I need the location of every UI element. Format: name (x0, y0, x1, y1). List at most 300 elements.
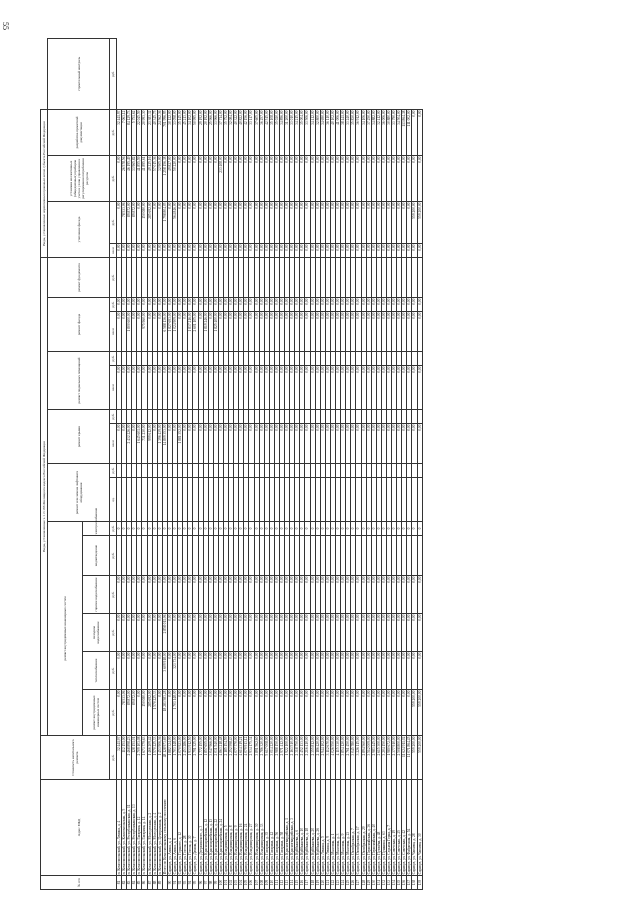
row-construct: 34 215,00 (295, 109, 300, 155)
row-hot: 0,00 (234, 576, 239, 614)
row-construct: 23 383,32 (147, 109, 152, 155)
row-design: 0,00 (249, 155, 254, 201)
row-basement: 0,00 (162, 366, 167, 410)
row-design: 0,00 (203, 155, 208, 201)
row-meters: 0,00 (356, 201, 361, 243)
row-hot: 0,00 (132, 576, 137, 614)
row-insulation: 0,00 (361, 243, 366, 257)
row-lift-count: 0 (234, 522, 239, 536)
row-meters: 0,00 (223, 201, 228, 243)
row-lift-count: 0 (193, 522, 198, 536)
row-systems: 0,00 (244, 690, 249, 736)
row-meters: 0,00 (381, 201, 386, 243)
row-heat: 0,00 (147, 652, 152, 690)
row-meters: 0,00 (407, 201, 412, 243)
row-systems: 0,00 (239, 690, 244, 736)
row-lift-count: 0 (295, 522, 300, 536)
row-foundation: 0,00 (117, 298, 122, 312)
row-roof: 0,00 (310, 424, 315, 464)
row-lift-count: 0 (341, 522, 346, 536)
row-design: 0,00 (325, 155, 330, 201)
row-cold: 0,00 (330, 614, 335, 652)
page-number: 55 (1, 22, 10, 30)
row-number: 107 (254, 876, 259, 890)
row-address: Сарапул, ул. Красноармейская, д. 22 (213, 780, 218, 876)
row-address: Сарапул, ул. Красноармейская, д. 13 (208, 780, 213, 876)
row-hot: 0,00 (157, 576, 162, 614)
row-facade: 0,00 (137, 312, 142, 352)
row-number: 123 (336, 876, 341, 890)
row-facade: 0,00 (310, 312, 315, 352)
row-construct: 31 200,00 (285, 109, 290, 155)
row-total: 2 944 102,00 (320, 736, 325, 780)
row-insulation: 0,00 (376, 243, 381, 257)
row-design: 41 855,59 (137, 155, 142, 201)
row-basement: 0,00 (274, 366, 279, 410)
row-number: 94 (188, 876, 193, 890)
row-roof: 0,00 (193, 424, 198, 464)
row-systems: 0,00 (366, 690, 371, 736)
row-basement: 0,00 (280, 366, 285, 410)
row-number: 120 (320, 876, 325, 890)
row-address: Сарапул, ул. Азина, д. 6 (173, 780, 178, 876)
row-lift-count: 0 (183, 522, 188, 536)
row-cold: 0,00 (213, 614, 218, 652)
row-total: 2 508 800,00 (397, 736, 402, 780)
row-hot: 0,00 (162, 576, 167, 614)
row-design: 0,00 (208, 155, 213, 201)
row-foundation: 0,00 (152, 298, 157, 312)
row-foundation: 0,00 (173, 298, 178, 312)
row-systems: 0,00 (167, 690, 172, 736)
row-heat: 0,00 (213, 652, 218, 690)
row-facade: 1 827 693,00 (167, 312, 172, 352)
row-cold: 0,00 (203, 614, 208, 652)
row-address: п. Комсомольский, ул. Ленина, д. 4 (117, 780, 122, 876)
row-cold: 0,00 (208, 614, 213, 652)
capital-repair-table (40, 38, 423, 890)
row-insulation: 0,00 (239, 243, 244, 257)
row-construct: 111 002,00 (407, 109, 412, 155)
row-meters: 0,00 (254, 201, 259, 243)
row-address: Сарапул, ул. Чапаева, д. 30 (417, 780, 422, 876)
row-insulation: 0,00 (341, 243, 346, 257)
row-heat: 0,00 (330, 652, 335, 690)
row-basement: 0,00 (249, 366, 254, 410)
row-basement: 0,00 (244, 366, 249, 410)
row-hot: 0,00 (239, 576, 244, 614)
row-facade: 0,00 (371, 312, 376, 352)
row-insulation: 0,00 (152, 243, 157, 257)
row-address: Сарапул, ул. Красногвардейская, д. 3 (290, 780, 295, 876)
row-foundation: 0,00 (356, 298, 361, 312)
row-address: Сарапул, ул. Гагарина, д. 42 (269, 780, 274, 876)
row-meters: 0,00 (351, 201, 356, 243)
row-cold: 0,00 (137, 614, 142, 652)
row-systems: 0,00 (117, 690, 122, 736)
row-roof: 0,00 (249, 424, 254, 464)
row-basement: 0,00 (223, 366, 228, 410)
row-basement: 0,00 (397, 366, 402, 410)
row-insulation: 0,00 (290, 243, 295, 257)
row-facade: 0,00 (412, 312, 417, 352)
unit-roof-area: кв.м (110, 424, 117, 464)
row-lift-count: 0 (285, 522, 290, 536)
row-design: 0,00 (346, 155, 351, 201)
row-meters: 0,00 (239, 201, 244, 243)
row-basement: 0,00 (386, 366, 391, 410)
row-systems: 0,00 (407, 690, 412, 736)
row-facade: 1 024 909,00 (173, 312, 178, 352)
row-meters: 0,00 (203, 201, 208, 243)
row-heat: 0,00 (397, 652, 402, 690)
row-address: Сарапул, ул. Куйбышева, д. 10 (300, 780, 305, 876)
row-insulation: 0,00 (254, 243, 259, 257)
row-number: 105 (244, 876, 249, 890)
row-lift-count: 0 (407, 522, 412, 536)
row-systems: 1 703 148,00 (173, 690, 178, 736)
row-facade: 0,00 (356, 312, 361, 352)
row-foundation: 0,00 (234, 298, 239, 312)
row-number: 110 (269, 876, 274, 890)
row-meters: 285 692,00 (147, 201, 152, 243)
row-hot: 0,00 (417, 576, 422, 614)
row-insulation: 0,00 (402, 243, 407, 257)
row-heat: 0,00 (305, 652, 310, 690)
row-roof: 0,00 (341, 424, 346, 464)
row-total: 2 070 923,00 (178, 736, 183, 780)
row-address: Сарапул, ул. Красногвардейская, д. 1 (285, 780, 290, 876)
unit-hot: руб. (110, 576, 117, 614)
row-insulation: 0,00 (381, 243, 386, 257)
row-meters: 150 080,00 (142, 201, 147, 243)
row-systems: 0,00 (305, 690, 310, 736)
row-basement: 0,00 (132, 366, 137, 410)
unit-basement-area: кв.м (110, 366, 117, 410)
row-systems: 89 872,00 (127, 690, 132, 736)
row-heat: 0,00 (157, 652, 162, 690)
row-roof: 0,00 (208, 424, 213, 464)
row-meters: 0,00 (290, 201, 295, 243)
row-roof: 0,00 (173, 424, 178, 464)
row-roof: 0,00 (351, 424, 356, 464)
row-meters: 0,00 (244, 201, 249, 243)
row-cold: 0,00 (229, 614, 234, 652)
row-construct: 29 192,00 (198, 109, 203, 155)
row-design: 49 827,00 (167, 155, 172, 201)
row-total: 4 026 550,00 (330, 736, 335, 780)
row-basement: 0,00 (198, 366, 203, 410)
row-heat: 0,00 (178, 652, 183, 690)
row-cold: 0,00 (407, 614, 412, 652)
row-heat: 0,00 (244, 652, 249, 690)
row-lift-count: 0 (188, 522, 193, 536)
row-systems: 0,00 (386, 690, 391, 736)
row-meters: 0,00 (117, 201, 122, 243)
row-insulation: 0,00 (203, 243, 208, 257)
row-meters: 0,00 (310, 201, 315, 243)
row-cold: 0,00 (264, 614, 269, 652)
row-number: 116 (300, 876, 305, 890)
row-design: 0,00 (188, 155, 193, 201)
row-roof: 0,00 (254, 424, 259, 464)
row-basement: 0,00 (208, 366, 213, 410)
row-roof: 0,00 (417, 424, 422, 464)
row-foundation: 0,00 (162, 298, 167, 312)
row-address: Сарапул, ул. Октябрьская, д. 7 (351, 780, 356, 876)
row-basement: 0,00 (330, 366, 335, 410)
row-heat: 0,00 (259, 652, 264, 690)
row-address: Сарапул, ул. Октябрьская, д. 17 (356, 780, 361, 876)
row-facade: 6 588 136,00 (162, 312, 167, 352)
row-lift-count: 0 (280, 522, 285, 536)
row-insulation: 0,00 (295, 243, 300, 257)
row-cold: 0,00 (361, 614, 366, 652)
row-facade: 0,00 (325, 312, 330, 352)
row-foundation: 0,00 (300, 298, 305, 312)
col-header-electric: электроснабжение (83, 522, 110, 536)
row-foundation: 0,00 (320, 298, 325, 312)
row-lift-count: 0 (132, 522, 137, 536)
row-foundation: 0,00 (346, 298, 351, 312)
row-address: Сарапул, ул. Гоголя, д. 28 (183, 780, 188, 876)
row-cold: 0,00 (351, 614, 356, 652)
row-foundation: 0,00 (259, 298, 264, 312)
row-foundation: 0,00 (167, 298, 172, 312)
row-number: 136 (402, 876, 407, 890)
row-cold: 0,00 (392, 614, 397, 652)
row-total: 2 377 910,00 (392, 736, 397, 780)
row-roof: 0,00 (315, 424, 320, 464)
row-roof: 1 645 601,00 (137, 424, 142, 464)
row-design: 0,00 (244, 155, 249, 201)
row-address: Сарапул, ул. Пугачёва, д. 48 (376, 780, 381, 876)
row-insulation: 0,00 (351, 243, 356, 257)
row-facade: 0,00 (269, 312, 274, 352)
row-basement: 0,00 (234, 366, 239, 410)
row-lift-count: 0 (117, 522, 122, 536)
row-total: 2 791 325,00 (193, 736, 198, 780)
row-cold: 0,00 (412, 614, 417, 652)
row-address: п. Комсомольский, ул. Молодежная, д. 4 (152, 780, 157, 876)
row-number: 125 (346, 876, 351, 890)
row-number: 122 (330, 876, 335, 890)
row-insulation: 0,00 (147, 243, 152, 257)
row-foundation: 0,00 (315, 298, 320, 312)
unit-lift-count: ед. (110, 478, 117, 522)
row-foundation: 0,00 (412, 298, 417, 312)
unit-construct: руб. (110, 39, 117, 110)
row-hot: 0,00 (137, 576, 142, 614)
row-insulation: 0,00 (407, 243, 412, 257)
col-header-total: Стоимость капитального ремонта (41, 736, 110, 780)
row-insulation: 0,00 (371, 243, 376, 257)
col-header-hot-water: горячее водоснабжение (83, 576, 110, 614)
row-cold: 0,00 (244, 614, 249, 652)
document-sheet (40, 38, 620, 890)
row-design: 0,00 (305, 155, 310, 201)
row-heat: 0,00 (254, 652, 259, 690)
row-hot: 0,00 (407, 576, 412, 614)
row-lift-count: 0 (203, 522, 208, 536)
row-roof: 0,00 (300, 424, 305, 464)
row-meters: 559 200,00 (412, 201, 417, 243)
row-heat: 0,00 (392, 652, 397, 690)
row-cold: 0,00 (157, 614, 162, 652)
row-design: 0,00 (376, 155, 381, 201)
row-insulation: 0,00 (157, 243, 162, 257)
row-cold: 0,00 (376, 614, 381, 652)
row-basement: 0,00 (381, 366, 386, 410)
row-meters: 0,00 (229, 201, 234, 243)
col-header-insulation: утепление фасада (48, 201, 110, 257)
row-facade: 0,00 (198, 312, 203, 352)
row-roof: 0,00 (285, 424, 290, 464)
row-basement: 0,00 (402, 366, 407, 410)
row-number: 81 (117, 876, 122, 890)
row-basement: 0,00 (157, 366, 162, 410)
row-hot: 0,00 (305, 576, 310, 614)
row-heat: 0,00 (122, 652, 127, 690)
row-foundation: 0,00 (330, 298, 335, 312)
row-basement: 0,00 (254, 366, 259, 410)
row-systems: 89 872,00 (132, 690, 137, 736)
col-header-systems: ремонт внутридомовых инженерных систем (48, 522, 83, 736)
row-hot: 0,00 (193, 576, 198, 614)
row-construct: 701 996,95 (162, 109, 167, 155)
row-address: Сарапул, ул. Дачная, д. 7 (193, 780, 198, 876)
row-design: 0,00 (300, 155, 305, 201)
row-sewer (417, 536, 422, 576)
row-number: 91 (173, 876, 178, 890)
row-heat: 0,00 (264, 652, 269, 690)
row-hot: 0,00 (183, 576, 188, 614)
row-basement: 0,00 (229, 366, 234, 410)
row-facade: 0,00 (330, 312, 335, 352)
row-systems: 0,00 (274, 690, 279, 736)
row-construct: 25 966,00 (208, 109, 213, 155)
row-total: 1 980 672,00 (386, 736, 391, 780)
row-hot: 0,00 (229, 576, 234, 614)
row-facade: 0,00 (315, 312, 320, 352)
row-total: 2 185 154,59 (223, 736, 228, 780)
row-construct: 0,00 (417, 109, 422, 155)
row-lift-count: 0 (290, 522, 295, 536)
row-design: 50 220,00 (173, 155, 178, 201)
row-insulation: 0,00 (280, 243, 285, 257)
row-number: 135 (397, 876, 402, 890)
row-lift-count: 0 (254, 522, 259, 536)
row-systems: 0,00 (356, 690, 361, 736)
row-heat: 0,00 (249, 652, 254, 690)
row-number: 121 (325, 876, 330, 890)
unit-foundation: руб. (110, 257, 117, 297)
row-design: 0,00 (402, 155, 407, 201)
row-hot: 0,00 (218, 576, 223, 614)
row-total: 2 186 420,00 (315, 736, 320, 780)
row-number: 100 (218, 876, 223, 890)
row-systems: 0,00 (213, 690, 218, 736)
row-insulation: 0,00 (249, 243, 254, 257)
row-meters: 0,00 (269, 201, 274, 243)
row-basement: 0,00 (259, 366, 264, 410)
row-hot: 0,00 (213, 576, 218, 614)
row-roof: 0,00 (264, 424, 269, 464)
row-systems: 0,00 (203, 690, 208, 736)
row-insulation: 0,00 (300, 243, 305, 257)
row-facade: 0,00 (417, 312, 422, 352)
row-foundation: 0,00 (213, 298, 218, 312)
row-construct: 40 102,00 (330, 109, 335, 155)
row-construct: 113 864,38 (402, 109, 407, 155)
row-meters: 0,00 (167, 201, 172, 243)
unit-total: руб. (110, 736, 117, 780)
row-meters: 0,00 (274, 201, 279, 243)
row-cold: 0,00 (285, 614, 290, 652)
unit-insulation-area: кв.м (110, 243, 117, 257)
row-hot: 0,00 (223, 576, 228, 614)
row-lift-count: 0 (336, 522, 341, 536)
row-hot: 0,00 (188, 576, 193, 614)
row-meters: 0,00 (259, 201, 264, 243)
row-basement: 0,00 (356, 366, 361, 410)
col-header-systems-total: ремонт внутридомовых инженерных систем (83, 690, 110, 736)
row-foundation: 0,00 (371, 298, 376, 312)
row-number: 126 (351, 876, 356, 890)
row-lift-count: 0 (229, 522, 234, 536)
row-basement: 0,00 (167, 366, 172, 410)
row-cold: 0,00 (417, 614, 422, 652)
row-design: 0,00 (330, 155, 335, 201)
row-total: 1 703 148,00 (173, 736, 178, 780)
row-construct: 7 063,12 (122, 109, 127, 155)
unit-facade-area: кв.м (110, 312, 117, 352)
row-roof-area (417, 464, 422, 478)
unit-design: руб. (110, 109, 117, 155)
unit-roof: руб. (110, 410, 117, 424)
row-hot: 0,00 (264, 576, 269, 614)
row-facade: 0,00 (117, 312, 122, 352)
row-systems: 0,00 (249, 690, 254, 736)
row-facade: 0,00 (249, 312, 254, 352)
row-construct: 22 045,59 (137, 109, 142, 155)
row-foundation: 0,00 (295, 298, 300, 312)
row-systems: 285 692,00 (147, 690, 152, 736)
row-roof: 0,00 (402, 424, 407, 464)
row-total: 2 468 898,23 (127, 736, 132, 780)
row-address: Сарапул, ул. Советская, д. 42 (402, 780, 407, 876)
row-meters: 0,00 (315, 201, 320, 243)
row-number: 117 (305, 876, 310, 890)
row-roof: 0,00 (218, 424, 223, 464)
row-address: Сарапул, ул. Владимирская, д. 24 (244, 780, 249, 876)
row-roof: 0,00 (336, 424, 341, 464)
row-foundation: 0,00 (132, 298, 137, 312)
row-address: Сарапул, ул. Гагарина, д. 58 (280, 780, 285, 876)
row-foundation: 0,00 (254, 298, 259, 312)
row-total: 1 922 100,00 (285, 736, 290, 780)
row-foundation: 0,00 (142, 298, 147, 312)
row-cold: 0,00 (315, 614, 320, 652)
row-roof: 0,00 (274, 424, 279, 464)
row-insulation: 0,00 (117, 243, 122, 257)
row-systems: 0,00 (397, 690, 402, 736)
row-foundation: 0,00 (203, 298, 208, 312)
row-total: 2 163 510,00 (290, 736, 295, 780)
row-systems: 0,00 (320, 690, 325, 736)
row-systems: 78 533,06 (122, 690, 127, 736)
row-hot: 0,00 (173, 576, 178, 614)
